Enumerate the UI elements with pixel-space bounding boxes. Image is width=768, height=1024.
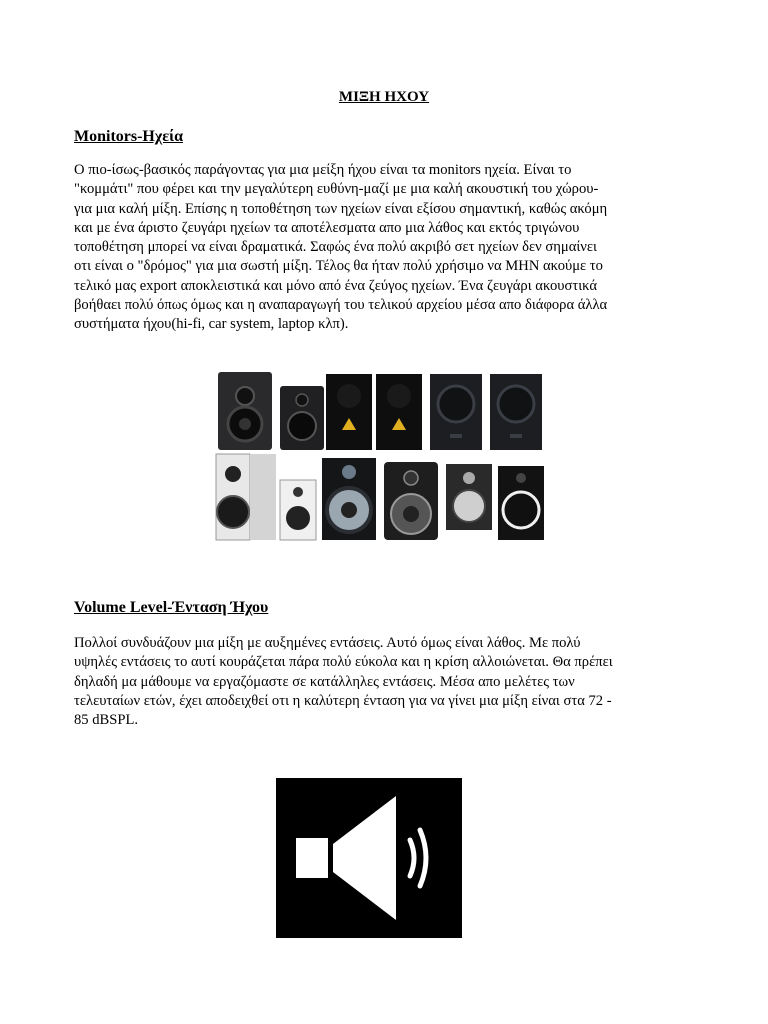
paragraph-monitors [74, 161, 698, 335]
speaker-icon [446, 464, 492, 530]
text-line: τελευταίων ετών, έχει αποδειχθεί οτι η καλύτερη ένταση για να γίνει μια μίξη είναι στα 72 - [74, 692, 612, 709]
speaker-monitors-image [212, 368, 548, 544]
text-line: συστήματα ήχου(hi-fi, car system, laptop κλπ). [74, 316, 349, 333]
speaker-icon [490, 374, 542, 450]
speaker-icon [384, 462, 438, 540]
document-title: ΜΙΞΗ ΗΧΟΥ [338, 89, 430, 105]
speaker-icon [376, 374, 422, 450]
text-line: τοποθέτηση μπορεί να είναι δραματικά. Σαφώς ένα πολύ ακριβό σετ ηχείων δεν σημαίνει [74, 239, 597, 256]
text-line: Πολλοί συνδυάζουν μια μίξη με αυξημένες εντάσεις. Αυτό όμως είναι λάθος. Με πολύ [74, 635, 581, 651]
text-line: και με ένα άριστο ζευγάρι ηχείων τα αποτέλεσματα απο μια λάθος και εκτός τριγώνου [74, 219, 580, 236]
speaker-icon [218, 372, 272, 450]
speaker-icon [430, 374, 482, 450]
speaker-icon [322, 458, 376, 540]
text-line: δηλαδή μα μάθουμε να εργαζόμαστε σε κατάλληλες εντάσεις. Μέσα απο μελέτες των [74, 673, 575, 690]
section-heading-volume: Volume Level-Ένταση Ήχου [74, 599, 269, 616]
text-line: υψηλές εντάσεις το αυτί κουράζεται πάρα πολύ εύκολα και η κρίση αλλοιώνεται. Θα πρέπει [74, 654, 613, 671]
text-line: Ο πιο-ίσως-βασικός παράγοντας για μια μείξη ήχου είναι τα monitors ηχεία. Είναι το [74, 162, 572, 178]
speaker-icon [280, 480, 316, 540]
text-line: 85 dBSPL. [74, 712, 139, 729]
speaker-icon [216, 454, 276, 540]
speaker-icon [498, 466, 544, 540]
text-line: οτι είναι ο "δρόμος" για μια σωστή μίξη. Τέλος θα ήταν πολύ χρήσιμο να ΜΗΝ ακούμε το [74, 258, 603, 275]
paragraph-volume [74, 634, 698, 730]
section-heading-monitors: Monitors-Ηχεία [74, 128, 183, 145]
speaker-icon [326, 374, 372, 450]
text-line: τελικό μας export αποκλειστικά και μόνο από ένα ζεύγος ηχείων. Ένα ζευγάρι ακουστικά [74, 277, 598, 294]
text-line: βοήθαει πολύ όπως όμως και η αναπαραγωγή του τελικού αρχείου μέσα απο διάφορα άλλα [74, 297, 608, 314]
volume-icon [276, 778, 462, 938]
text-line: "κομμάτι" που φέρει και την μεγαλύτερη ευθύνη-μαζί με μια καλή ακουστική του χώρου- [74, 181, 599, 198]
text-line: για μια καλή μίξη. Επίσης η τοποθέτηση των ηχείων είναι εξίσου σημαντική, καθώς ακόμη [74, 200, 608, 217]
speaker-icon [280, 386, 324, 450]
